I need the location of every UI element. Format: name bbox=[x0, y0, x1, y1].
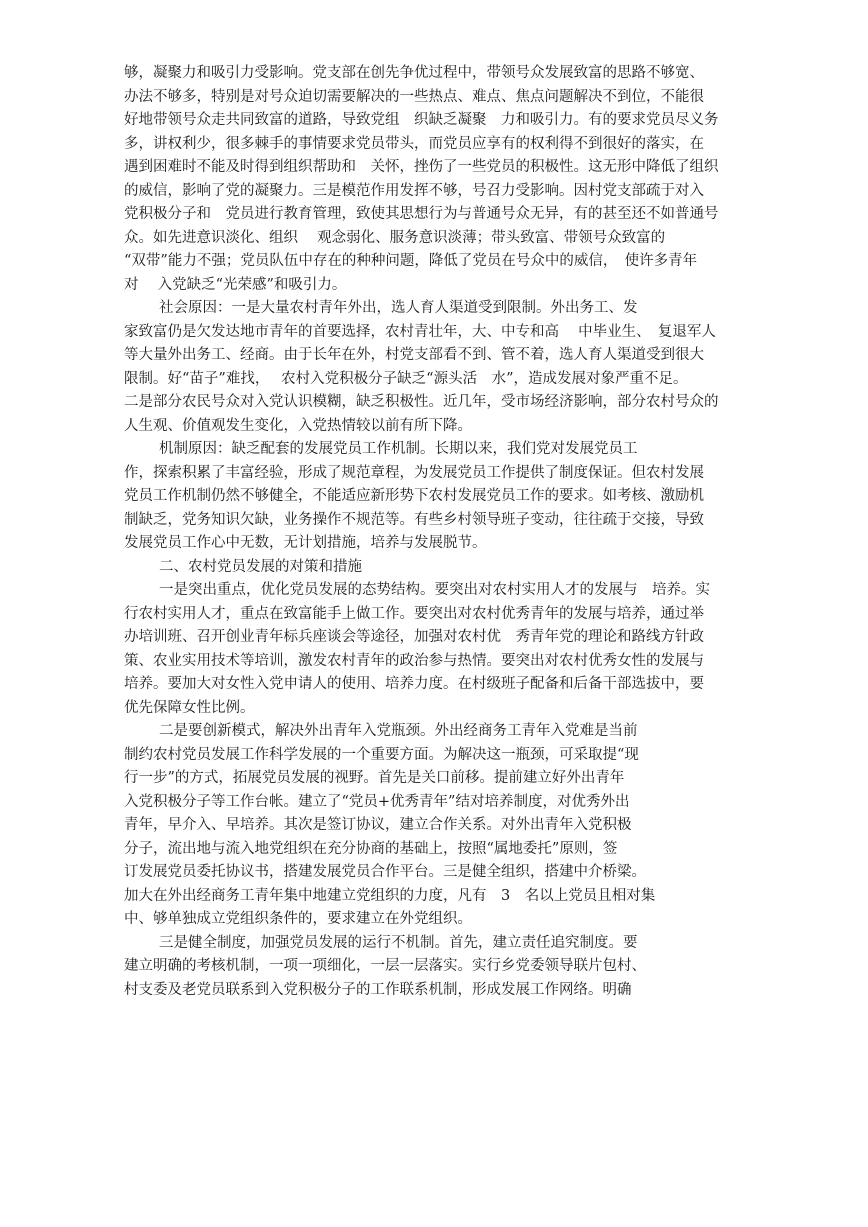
text-line: 办法不够多，特别是对号众迫切需要解决的一些热点、难点、焦点问题解决不到位，不能很 bbox=[124, 88, 704, 105]
text-line: 等大量外出务工、经商。由于长年在外，村党支部看不到、管不着，选人育人渠道受到很大 bbox=[124, 347, 704, 363]
text-line: 党员工作机制仍然不够健全，不能适应新形势下农村发展党员工作的要求。如考核、激励机 bbox=[124, 488, 704, 504]
text-line: 的威信，影响了党的凝聚力。三是模范作用发挥不够，号召力受影响。因村党支部疏于对入 bbox=[124, 182, 704, 199]
text-line: 中、够单独成立党组织条件的，要求建立在外党组织。 bbox=[124, 911, 472, 927]
section-heading bbox=[124, 556, 758, 580]
text-line: 办培训班、召开创业青年标兵座谈会等途径，加强对农村优 秀青年党的理论和路线方针政 bbox=[124, 629, 704, 645]
paragraph bbox=[124, 932, 758, 1003]
text-line: 订发展党员委托协议书，搭建发展党员合作平台。三是健全组织，搭建中介桥梁。 bbox=[124, 864, 646, 880]
text-line: 培养。要加大对女性入党申请人的使用、培养力度。在村级班子配备和后备干部选拔中，要 bbox=[124, 676, 704, 692]
text-line: 人生观、价值观发生变化，入党热情较以前有所下降。 bbox=[124, 417, 472, 434]
text-line: 村支委及老党员联系到入党积极分子的工作联系机制，形成发展工作网络。明确 bbox=[124, 981, 632, 998]
text-line: 发展党员工作心中无数，无计划措施，培养与发展脱节。 bbox=[124, 535, 487, 551]
text-line: 限制。好“苗子”难找， 农村入党积极分子缺乏“源头活 水”，造成发展对象严重不足。 bbox=[124, 370, 688, 387]
text-line: 多，讲权利少，很多棘手的事情要求党员带头，而党员应享有的权利得不到很好的落实，在 bbox=[124, 135, 704, 152]
text-line: 二是要创新模式，解决外出青年入党瓶颈。外出经商务工青年入党难是当前 bbox=[159, 723, 638, 739]
paragraph bbox=[124, 579, 758, 720]
text-line: 好地带领号众走共同致富的道路，导致党组 织缺乏凝聚 力和吸引力。有的要求党员尽义务 bbox=[124, 112, 719, 128]
text-line: 二是部分农民号众对入党认识模糊，缺乏积极性。近几年，受市场经济影响，部分农村号众的 bbox=[124, 394, 719, 410]
text-line: 建立明确的考核机制，一项一项细化，一层一层落实。实行乡党委领导联片包村、 bbox=[124, 958, 646, 974]
text-line: 制约农村党员发展工作科学发展的一个重要方面。为解决这一瓶颈，可采取提“现 bbox=[124, 746, 639, 763]
text-line: 众。如先进意识淡化、组织 观念弱化、服务意识淡薄；带头致富、带领号众致富的 bbox=[124, 229, 666, 246]
text-line: 二、农村党员发展的对策和措施 bbox=[159, 558, 362, 575]
text-line: 策、农业实用技术等培训，激发农村青年的政治参与热情。要突出对农村优秀女性的发展与 bbox=[124, 652, 704, 669]
paragraph bbox=[124, 62, 758, 297]
text-line: 分子，流出地与流入地党组织在充分协商的基础上，按照“属地委托”原则，签 bbox=[124, 840, 618, 857]
text-line: 党积极分子和 党员进行教育管理，致使其思想行为与普通号众无异，有的甚至还不如普通号 bbox=[124, 206, 719, 222]
text-line: 入党积极分子等工作台帐。建立了“党员+优秀青年”结对培养制度，对优秀外出 bbox=[124, 793, 630, 810]
paragraph bbox=[124, 297, 758, 438]
text-line: “双带”能力不强；党员队伍中存在的种种问题，降低了党员在号众中的威信， 使许多青年 bbox=[124, 253, 698, 269]
text-line: 行农村实用人才，重点在致富能手上做工作。要突出对农村优秀青年的发展与培养，通过举 bbox=[124, 605, 704, 622]
text-line: 优先保障女性比例。 bbox=[124, 699, 255, 716]
text-line: 加大在外出经商务工青年集中地建立党组织的力度，凡有 3 名以上党员且相对集 bbox=[124, 887, 656, 904]
text-line: 对 入党缺乏“光荣感”和吸引力。 bbox=[124, 276, 347, 293]
text-line: 行一步”的方式，拓展党员发展的视野。首先是关口前移。提前建立好外出青年 bbox=[124, 770, 625, 786]
paragraph bbox=[124, 438, 758, 556]
paragraph bbox=[124, 720, 758, 932]
text-line: 三是健全制度，加强党员发展的运行不机制。首先，建立责任追究制度。要 bbox=[159, 934, 638, 951]
text-line: 制缺乏，党务知识欠缺，业务操作不规范等。有些乡村领导班子变动，往往疏于交接，导致 bbox=[124, 511, 704, 528]
text-line: 作，探索积累了丰富经验，形成了规范章程，为发展党员工作提供了制度保证。但农村发展 bbox=[124, 464, 704, 481]
text-line: 遇到困难时不能及时得到组织帮助和 关怀，挫伤了一些党员的积极性。这无形中降低了组织 bbox=[124, 159, 719, 175]
text-line: 家致富仍是欠发达地市青年的首要选择，农村青壮年，大、中专和高 中毕业生、 复退军人 bbox=[124, 323, 716, 340]
text-line: 一是突出重点，优化党员发展的态势结构。要突出对农村实用人才的发展与 培养。实 bbox=[159, 582, 710, 598]
text-line: 够，凝聚力和吸引力受影响。党支部在创先争优过程中，带领号众发展致富的思路不够宽、 bbox=[124, 65, 704, 81]
document-body bbox=[124, 62, 758, 1002]
text-line: 机制原因：缺乏配套的发展党员工作机制。长期以来，我们党对发展党员工 bbox=[159, 441, 638, 457]
text-line: 社会原因：一是大量农村青年外出，选人育人渠道受到限制。外出务工、发 bbox=[159, 300, 638, 316]
text-line: 青年，早介入、早培养。其次是签订协议，建立合作关系。对外出青年入党积极 bbox=[124, 817, 632, 833]
